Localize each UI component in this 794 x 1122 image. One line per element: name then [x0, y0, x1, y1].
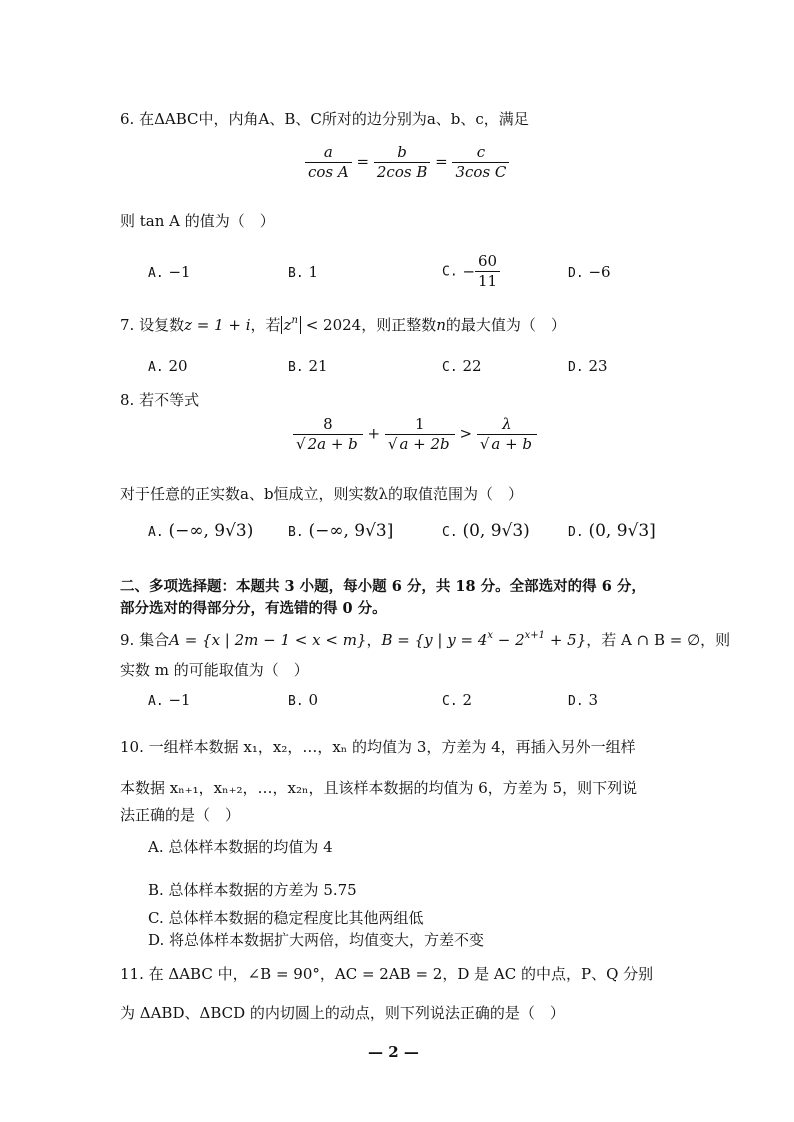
q9-option-a: A. −1 — [148, 691, 191, 709]
q10-line1: 10. 一组样本数据 x₁，x₂，…，xₙ 的均值为 3，方差为 4，再插入另外一组样 — [120, 738, 636, 756]
q11-line1: 11. 在 ΔABC 中，∠B = 90°，AC = 2AB = 2，D 是 AC 的中点，P、Q 分别 — [120, 965, 654, 983]
q8-frac-3: $\frac{\lambda}{√ a + b}$ — [477, 415, 537, 454]
q6-stem: 6. 在ΔABC中，内角A、B、C所对的边分别为a、b、c，满足 — [120, 110, 529, 128]
q10-option-b: B. 总体样本数据的方差为 5.75 — [148, 881, 357, 899]
q7-option-d: D. 23 — [568, 357, 608, 375]
page-number: — 2 — — [368, 1043, 419, 1061]
q6-option-c: C. − $\frac{60}{11}$ — [442, 252, 500, 291]
q7-stem: 7. 设复数z = 1 + i，若 $z^n < 2024$，则正整数n的最大值为（ ） — [120, 315, 566, 334]
section2-heading-line2: 部分选对的得部分分，有选错的得 0 分。 — [120, 600, 387, 617]
q6-frac-3: $\frac{c}{\text{3cos C}}$ — [452, 143, 509, 182]
q7-option-b: B. 21 — [288, 357, 328, 375]
q6-option-d: D. −6 — [568, 263, 611, 281]
q8-ask: 对于任意的正实数a、b恒成立，则实数λ的取值范围为（ ） — [120, 485, 524, 503]
q8-option-d: D. (0, 9√3] — [568, 521, 656, 541]
q9-line1: 9. 集合A = {x | 2m − 1 < x < m}，B = {y | $y = 4^x - 2^{x+1} + 5$}，若 A ∩ B = ∅，则 — [120, 630, 731, 649]
q8-frac-2: $\frac{1}{√ a + 2b}$ — [385, 415, 455, 454]
q9-line2: 实数 m 的可能取值为（ ） — [120, 661, 309, 679]
q6-option-b: B. 1 — [288, 263, 318, 281]
section2-heading-line1: 二、多项选择题：本题共 3 小题，每小题 6 分，共 18 分。全部选对的得 6 分， — [120, 578, 646, 595]
q7-abs-value: $z^n$ — [281, 316, 301, 334]
q8-formula: $\frac{8}{√ 2a + b}$ + $\frac{1}{√ a + 2b}$ > $\frac{\lambda}{√ a + b}$ — [293, 415, 537, 454]
q6-ask: 则 tan A 的值为（ ） — [120, 212, 275, 230]
q10-line2: 本数据 xₙ₊₁，xₙ₊₂，…，x₂ₙ，且该样本数据的均值为 6，方差为 5，则下列说 — [120, 779, 638, 797]
q8-frac-1: $\frac{8}{√ 2a + b}$ — [293, 415, 363, 454]
q8-stem: 8. 若不等式 — [120, 391, 200, 409]
q7-option-a: A. 20 — [148, 357, 188, 375]
q9-option-d: D. 3 — [568, 691, 598, 709]
q6-frac-2: $\frac{b}{\text{2cos B}}$ — [374, 143, 430, 182]
q6-frac-1: $\frac{a}{\text{cos A}}$ — [305, 143, 352, 182]
q9-option-c: C. 2 — [442, 691, 472, 709]
q10-option-a: A. 总体样本数据的均值为 4 — [148, 838, 333, 856]
q10-option-d: D. 将总体样本数据扩大两倍，均值变大，方差不变 — [148, 931, 485, 949]
q11-line2: 为 ΔABD、ΔBCD 的内切圆上的动点，则下列说法正确的是（ ） — [120, 1004, 565, 1022]
q8-option-b: B. (−∞, 9√3] — [288, 521, 394, 541]
q10-option-c: C. 总体样本数据的稳定程度比其他两组低 — [148, 909, 424, 927]
q8-option-a: A. (−∞, 9√3) — [148, 521, 254, 541]
q6-eq-2: = — [435, 152, 448, 171]
q7-option-c: C. 22 — [442, 357, 482, 375]
q10-line3: 法正确的是（ ） — [120, 806, 241, 824]
q6-option-a: A. −1 — [148, 263, 191, 281]
q9-option-b: B. 0 — [288, 691, 318, 709]
q6-eq-1: = — [356, 152, 370, 171]
q6-formula — [305, 143, 509, 182]
q8-option-c: C. (0, 9√3) — [442, 521, 530, 541]
